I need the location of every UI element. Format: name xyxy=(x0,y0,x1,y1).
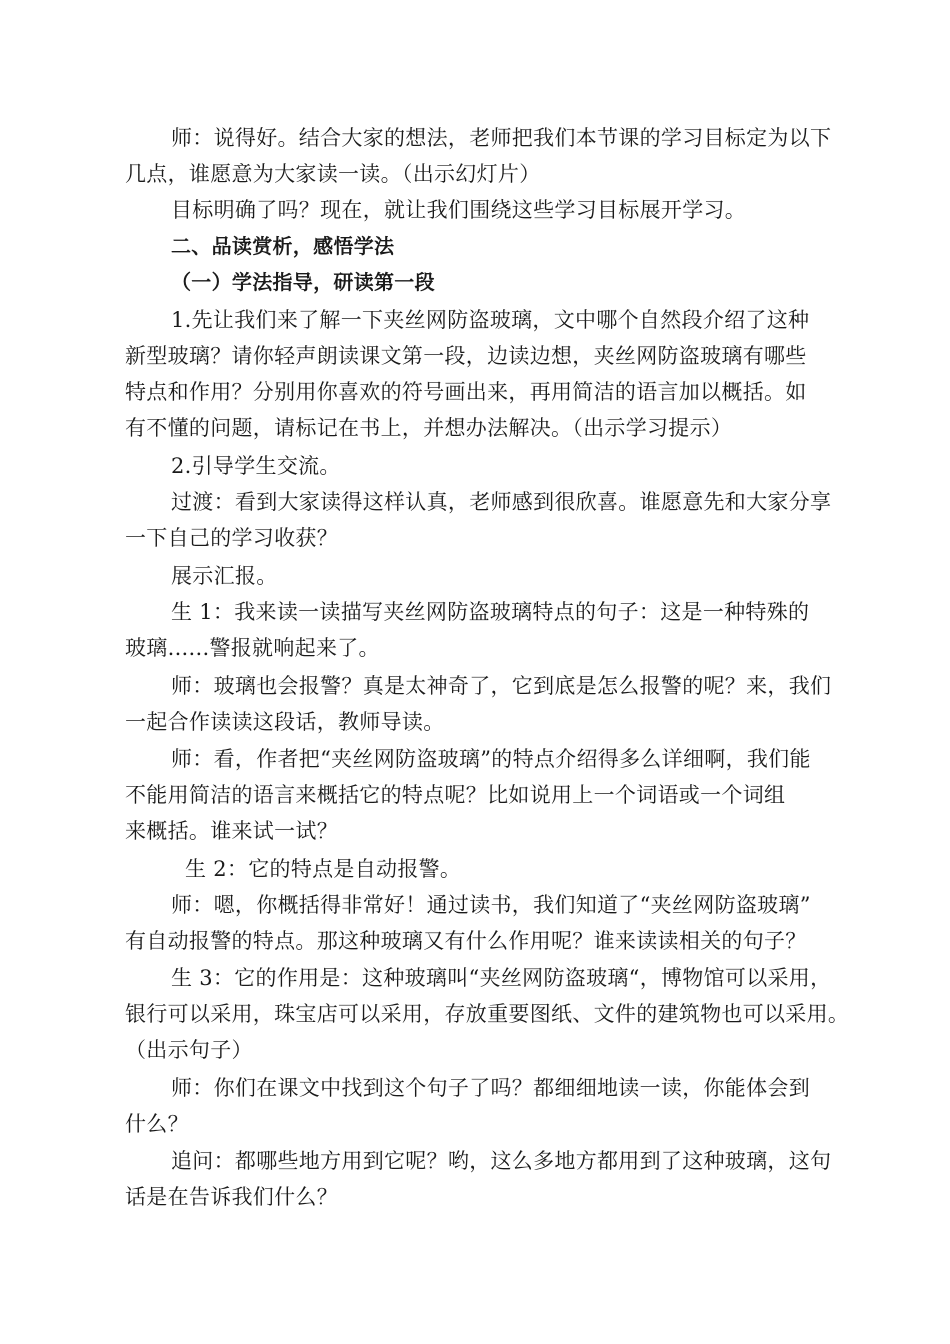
text-line: 1.先让我们来了解一下夹丝网防盗玻璃，文中哪个自然段介绍了这种 xyxy=(171,308,810,332)
text-line: 师：看，作者把“夹丝网防盗玻璃”的特点介绍得多么详细啊，我们能 xyxy=(171,747,811,771)
text-line: 师：嗯，你概括得非常好！通过读书，我们知道了“夹丝网防盗玻璃” xyxy=(171,893,811,917)
text-line: 过渡：看到大家读得这样认真，老师感到很欣喜。谁愿意先和大家分享 xyxy=(171,490,832,514)
paragraph-teacher-praise xyxy=(125,887,850,959)
text-line: 师：说得好。结合大家的想法，老师把我们本节课的学习目标定为以下 xyxy=(171,126,832,150)
section-heading-2 xyxy=(125,228,850,264)
text-line: 目标明确了吗？现在，就让我们围绕这些学习目标展开学习。 xyxy=(171,198,747,222)
text-line: 新型玻璃？请你轻声朗读课文第一段，边读边想，夹丝网防盗玻璃有哪些 xyxy=(125,344,807,368)
text-line: （出示句子） xyxy=(125,1038,253,1062)
text-line: 话是在告诉我们什么？ xyxy=(125,1185,338,1209)
paragraph-teacher-alarm xyxy=(125,668,850,740)
text-line: 特点和作用？分别用你喜欢的符号画出来，再用简洁的语言加以概括。如 xyxy=(125,380,807,404)
paragraph-transition xyxy=(125,484,850,556)
text-line: 2.引导学生交流。 xyxy=(171,454,341,478)
text-line: 师：玻璃也会报警？真是太神奇了，它到底是怎么报警的呢？来，我们 xyxy=(171,674,832,698)
paragraph-teacher-goals xyxy=(125,120,850,192)
paragraph-follow-up xyxy=(125,1143,850,1215)
text-line: 师：你们在课文中找到这个句子了吗？都细细地读一读，你能体会到 xyxy=(171,1076,810,1100)
text-line: 有不懂的问题，请标记在书上，并想办法解决。（出示学习提示） xyxy=(125,416,733,440)
text-line: 来概括。谁来试一试？ xyxy=(125,819,338,843)
paragraph-goals-clear xyxy=(125,192,850,228)
text-line: 追问：都哪些地方用到它呢？哟，这么多地方都用到了这种玻璃，这句 xyxy=(171,1149,832,1173)
paragraph-step-1 xyxy=(125,302,850,446)
paragraph-student-2 xyxy=(125,851,850,887)
text-line: 几点，谁愿意为大家读一读。（出示幻灯片） xyxy=(125,162,541,186)
text-line: 什么？ xyxy=(125,1112,189,1136)
text-line: 生 1：我来读一读描写夹丝网防盗玻璃特点的句子：这是一种特殊的 xyxy=(171,600,810,624)
text-line: 一起合作读读这段话，教师导读。 xyxy=(125,710,445,734)
paragraph-student-3 xyxy=(125,960,850,1068)
text-line: 不能用简洁的语言来概括它的特点呢？比如说用上一个词语或一个词组 xyxy=(125,783,786,807)
paragraph-step-2 xyxy=(125,448,850,484)
heading-text: （一）学法指导，研读第一段 xyxy=(171,270,435,294)
paragraph-student-1 xyxy=(125,594,850,666)
text-line: 玻璃......警报就响起来了。 xyxy=(125,636,380,660)
heading-text: 二、品读赏析，感悟学法 xyxy=(171,234,395,258)
text-line: 生 2：它的特点是自动报警。 xyxy=(185,857,462,881)
text-line: 有自动报警的特点。那这种玻璃又有什么作用呢？谁来读读相关的句子？ xyxy=(125,929,807,953)
paragraph-report xyxy=(125,558,850,594)
text-line: 银行可以采用，珠宝店可以采用，存放重要图纸、文件的建筑物也可以采用。 xyxy=(125,1002,850,1026)
subsection-heading-1 xyxy=(125,264,850,300)
text-line: 生 3：它的作用是：这种玻璃叫“夹丝网防盗玻璃“，博物馆可以采用， xyxy=(171,966,832,990)
text-line: 展示汇报。 xyxy=(171,564,278,588)
paragraph-teacher-find xyxy=(125,1070,850,1142)
paragraph-teacher-summarize xyxy=(125,741,850,849)
text-line: 一下自己的学习收获？ xyxy=(125,526,338,550)
